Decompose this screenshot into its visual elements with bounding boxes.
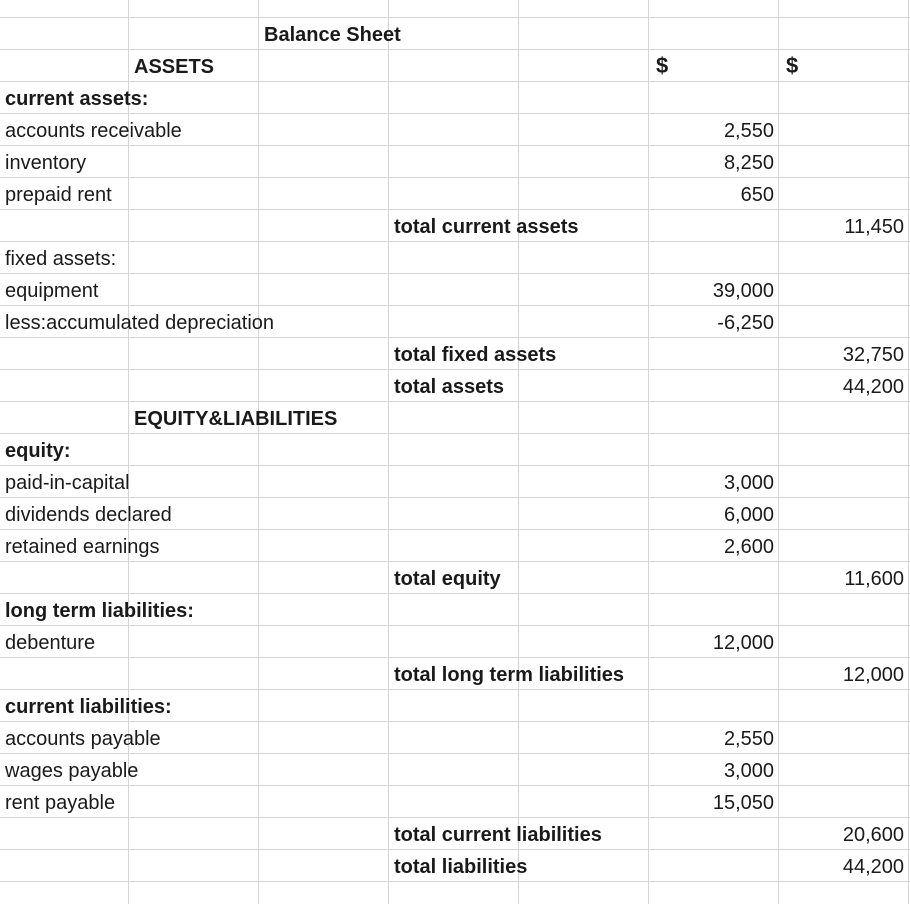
grid-line: [0, 401, 910, 402]
grid-line: [0, 177, 910, 178]
grid-line: [0, 593, 910, 594]
grid-line: [388, 0, 389, 904]
total-assets-label: total assets: [394, 376, 505, 398]
debenture-label: debenture: [5, 632, 96, 654]
grid-line: [0, 529, 910, 530]
grid-line: [0, 785, 910, 786]
total-long-term-liabilities-label: total long term liabilities: [394, 664, 625, 686]
grid-line: [908, 0, 909, 904]
assets-header: ASSETS: [134, 56, 215, 78]
dividends-declared-value: 6,000: [723, 504, 774, 526]
wages-payable-label: wages payable: [5, 760, 139, 782]
rent-payable-label: rent payable: [5, 792, 116, 814]
accounts-payable-label: accounts payable: [5, 728, 161, 750]
inventory-label: inventory: [5, 152, 87, 174]
total-current-assets-label: total current assets: [394, 216, 579, 238]
grid-line: [0, 209, 910, 210]
grid-line: [0, 369, 910, 370]
fixed-assets-header: fixed assets:: [5, 248, 117, 270]
grid-line: [0, 81, 910, 82]
accounts-receivable-label: accounts receivable: [5, 120, 182, 142]
accounts-payable-value: 2,550: [723, 728, 774, 750]
grid-line: [258, 0, 259, 904]
grid-line: [0, 689, 910, 690]
prepaid-rent-label: prepaid rent: [5, 184, 112, 206]
total-current-assets-value: 11,450: [844, 216, 904, 238]
total-assets-value: 44,200: [842, 376, 904, 398]
dividends-declared-label: dividends declared: [5, 504, 172, 526]
equipment-value: 39,000: [712, 280, 774, 302]
grid-line: [0, 625, 910, 626]
grid-line: [0, 145, 910, 146]
equity-liabilities-header: EQUITY&LIABILITIES: [134, 408, 338, 430]
currency-header-2: $: [786, 53, 799, 78]
grid-line: [0, 17, 910, 18]
paid-in-capital-value: 3,000: [723, 472, 774, 494]
total-current-liabilities-label: total current liabilities: [394, 824, 602, 846]
grid-line: [648, 0, 649, 904]
grid-line: [0, 753, 910, 754]
rent-payable-value: 15,050: [712, 792, 774, 814]
grid-line: [0, 561, 910, 562]
debenture-value: 12,000: [712, 632, 774, 654]
retained-earnings-label: retained earnings: [5, 536, 160, 558]
current-assets-header: current assets:: [5, 88, 149, 110]
equity-header: equity:: [5, 440, 71, 462]
paid-in-capital-label: paid-in-capital: [5, 472, 130, 494]
total-equity-value: 11,600: [844, 568, 904, 590]
total-fixed-assets-value: 32,750: [842, 344, 904, 366]
prepaid-rent-value: 650: [740, 184, 774, 206]
total-fixed-assets-label: total fixed assets: [394, 344, 557, 366]
current-liabilities-header: current liabilities:: [5, 696, 172, 718]
grid-line: [0, 113, 910, 114]
grid-line: [0, 433, 910, 434]
sheet-title: Balance Sheet: [264, 24, 401, 46]
grid-line: [0, 817, 910, 818]
grid-line: [0, 273, 910, 274]
grid-line: [0, 241, 910, 242]
grid-line: [778, 0, 779, 904]
grid-line: [0, 657, 910, 658]
grid-line: [0, 49, 910, 50]
grid-line: [0, 849, 910, 850]
inventory-value: 8,250: [723, 152, 774, 174]
grid-line: [0, 337, 910, 338]
equipment-label: equipment: [5, 280, 99, 302]
wages-payable-value: 3,000: [723, 760, 774, 782]
total-liabilities-value: 44,200: [842, 856, 904, 878]
total-equity-label: total equity: [394, 568, 501, 590]
retained-earnings-value: 2,600: [723, 536, 774, 558]
long-term-liabilities-header: long term liabilities:: [5, 600, 194, 622]
grid-line: [0, 305, 910, 306]
grid-line: [0, 465, 910, 466]
accumulated-depreciation-label: less:accumulated depreciation: [5, 312, 275, 334]
grid-line: [0, 881, 910, 882]
currency-header-1: $: [656, 53, 669, 78]
grid-line: [518, 0, 519, 904]
grid-line: [0, 497, 910, 498]
accounts-receivable-value: 2,550: [723, 120, 774, 142]
total-liabilities-label: total liabilities: [394, 856, 528, 878]
accumulated-depreciation-value: -6,250: [717, 312, 774, 334]
total-long-term-liabilities-value: 12,000: [842, 664, 904, 686]
total-current-liabilities-value: 20,600: [842, 824, 904, 846]
grid-line: [0, 721, 910, 722]
